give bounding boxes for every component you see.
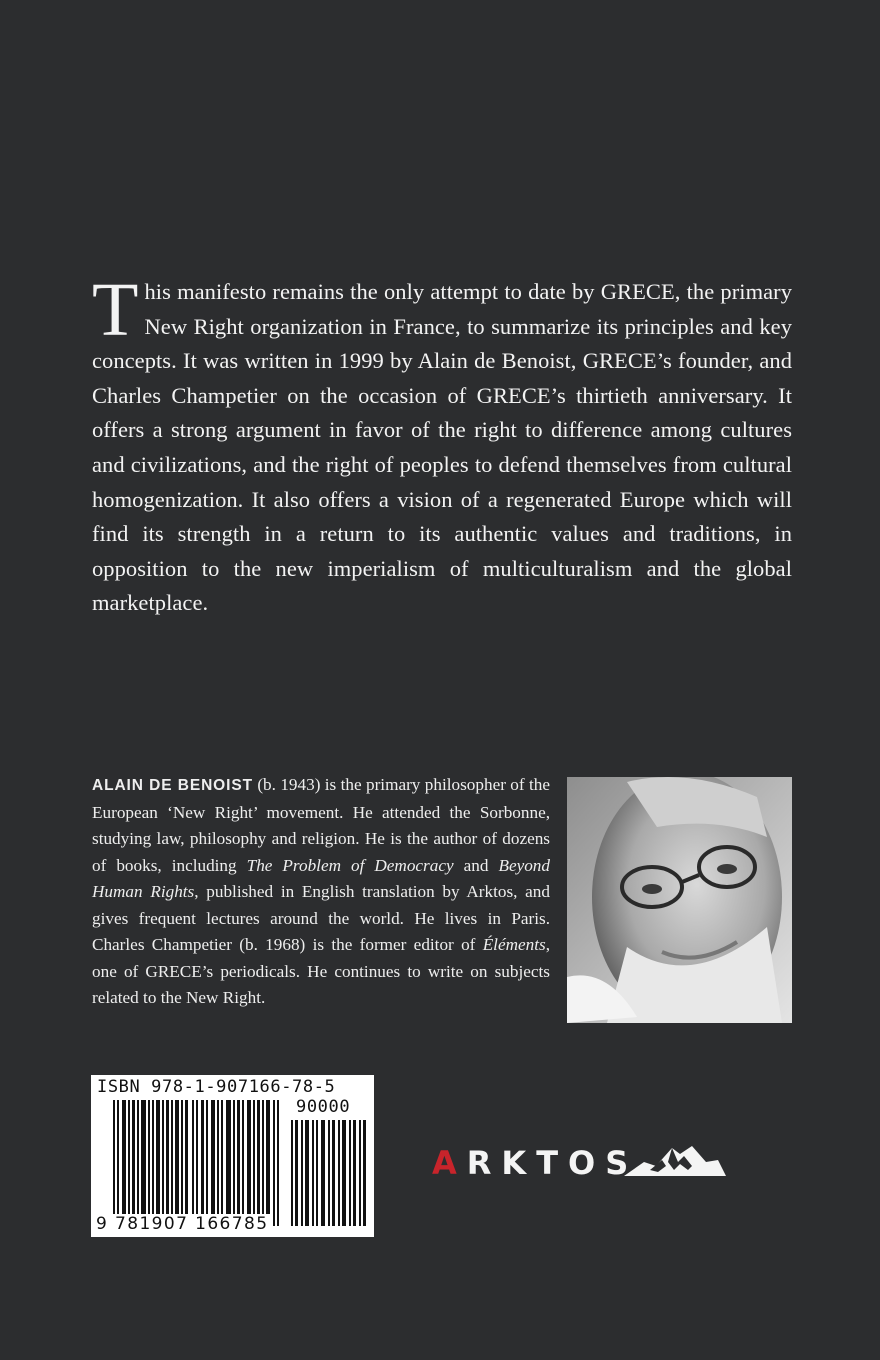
bio-text-4: , one of GRECE’s periodicals. He continues to write on subjects related to the New Right. — [92, 935, 550, 1007]
bio-text-2: and — [453, 855, 499, 875]
publisher-accent-letter: A — [432, 1144, 467, 1182]
ean-bars — [113, 1100, 283, 1226]
publisher-wordmark — [432, 1144, 638, 1182]
publisher-name-rest: RKTOS — [466, 1144, 639, 1182]
isbn-barcode — [91, 1075, 374, 1237]
bio-text-3: , published in English translation by Arktos, and gives frequent lectures around the world. He lives in Paris. Charles Champetier (b. 1968) is the former editor of — [92, 882, 550, 954]
author-portrait-image — [567, 777, 792, 1023]
ean-digits: 9 781907 166785 — [96, 1214, 269, 1234]
isbn-number: ISBN 978-1-907166-78-5 — [97, 1077, 336, 1097]
blurb-text: his manifesto remains the only attempt to date by GRECE, the primary New Right organization in France, to summarize its principles and key concepts. It was written in 1999 by Alain de Benoist, GRECE’s founder, and Charles Champetier on the occasion of GRECE’s thirtieth anniversary. It offers a strong argument in favor of the right to difference among cultures and civilizations, and the right of peoples to defend themselves from cultural homogenization. It also offers a vision of a regenerated Europe which will find its strength in a return to its authentic values and traditions, in opposition to the new imperialism of multiculturalism and the global marketplace. — [92, 279, 792, 616]
book-title-problem-of-democracy: The Problem of Democracy — [246, 855, 454, 875]
author-name: ALAIN DE BENOIST — [92, 777, 253, 794]
blurb-paragraph — [92, 268, 792, 621]
author-photo — [567, 777, 792, 1023]
mountain-peak-icon — [622, 1140, 728, 1182]
book-title-beyond-human-rights: Beyond Human Rights — [92, 855, 550, 901]
bio-text-1: (b. 1943) is the primary philosopher of the European ‘New Right’ movement. He attended the Sorbonne, studying law, philosophy and religion. He is the author of dozens of books, including — [92, 775, 550, 875]
price-code: 90000 — [296, 1097, 351, 1117]
addon-bars — [291, 1120, 367, 1226]
drop-cap: T — [92, 268, 139, 352]
publisher-logo — [432, 1140, 732, 1190]
periodical-title-elements: Éléments — [482, 935, 546, 954]
author-bio — [92, 772, 550, 1012]
